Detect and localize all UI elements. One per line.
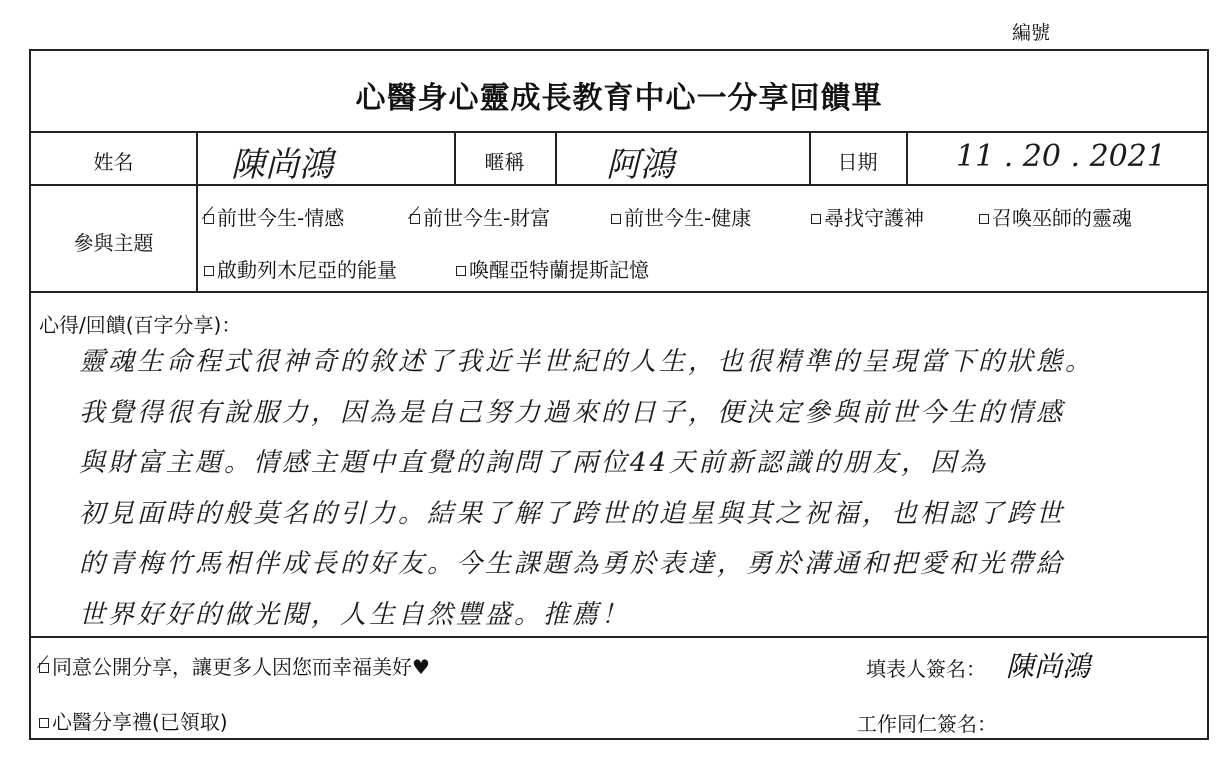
reflection-line: 靈魂生命程式很神奇的敘述了我近半世紀的人生，也很精準的呈現當下的狀態。 [79, 347, 1095, 377]
reflection-line: 我覺得很有說服力，因為是自己努力過來的日子，便決定參與前世今生的情感 [79, 397, 1066, 428]
divider [196, 184, 198, 291]
divider [906, 131, 908, 184]
gift-option[interactable]: 心醫分享禮(已領取) [39, 706, 228, 735]
signer-signature: 陳尚鴻 [1006, 650, 1091, 683]
divider [31, 131, 1207, 133]
date-value: 11 . 20 . 2021 [956, 139, 1166, 174]
checkbox-icon[interactable] [456, 266, 466, 276]
reflection-label: 心得/回饋(百字分享)： [39, 313, 242, 337]
name-label: 姓名 [93, 150, 134, 174]
name-value: 陳尚鴻 [231, 145, 333, 185]
checkbox-checked-icon[interactable] [39, 663, 49, 673]
topic-option[interactable]: 啟動列木尼亞的能量 [204, 254, 397, 283]
checkbox-checked-icon[interactable] [204, 214, 214, 224]
checkbox-icon[interactable] [979, 214, 989, 224]
divider [31, 291, 1207, 293]
reflection-line: 與財富主題。情感主題中直覺的詢問了兩位44天前新認識的朋友，因為 [79, 448, 989, 478]
nickname-label: 暱稱 [484, 150, 525, 174]
reflection-line: 初見面時的般莫名的引力。結果了解了跨世的追星與其之祝福，也相認了跨世 [79, 498, 1066, 529]
topic-option[interactable]: 前世今生-健康 [611, 202, 751, 231]
feedback-form [29, 49, 1209, 740]
signer-label: 填表人簽名： [866, 657, 986, 681]
checkbox-icon[interactable] [204, 266, 214, 276]
checkbox-checked-icon[interactable] [410, 214, 420, 224]
topics-label: 參與主題 [73, 231, 154, 255]
reflection-line: 世界好好的做光閱，人生自然豐盛。推薦！ [79, 599, 631, 630]
topic-option[interactable]: 召喚巫師的靈魂 [979, 202, 1132, 231]
heart-icon: ♥ [412, 655, 430, 679]
reflection-line: 的青梅竹馬相伴成長的好友。今生課題為勇於表達，勇於溝通和把愛和光帶給 [79, 549, 1066, 579]
checkbox-icon[interactable] [811, 214, 821, 224]
staff-signature-label: 工作同仁簽名： [857, 712, 997, 736]
form-title: 心醫身心靈成長教育中心一分享回饋單 [355, 81, 883, 116]
date-label: 日期 [837, 150, 878, 174]
nickname-value: 阿鴻 [606, 145, 674, 185]
topic-option[interactable]: 前世今生-情感 [204, 202, 344, 231]
divider [196, 131, 198, 184]
consent-option[interactable]: 同意公開分享，讓更多人因您而幸福美好♥ [39, 651, 430, 680]
serial-number-label: 編號 [1012, 22, 1051, 44]
divider [555, 131, 557, 184]
topic-option[interactable]: 尋找守護神 [811, 202, 924, 231]
checkbox-icon[interactable] [39, 718, 49, 728]
topic-option[interactable]: 前世今生-財富 [410, 202, 550, 231]
topic-option[interactable]: 喚醒亞特蘭提斯記憶 [456, 254, 649, 283]
reflection-text [79, 337, 1199, 640]
checkbox-icon[interactable] [611, 214, 621, 224]
